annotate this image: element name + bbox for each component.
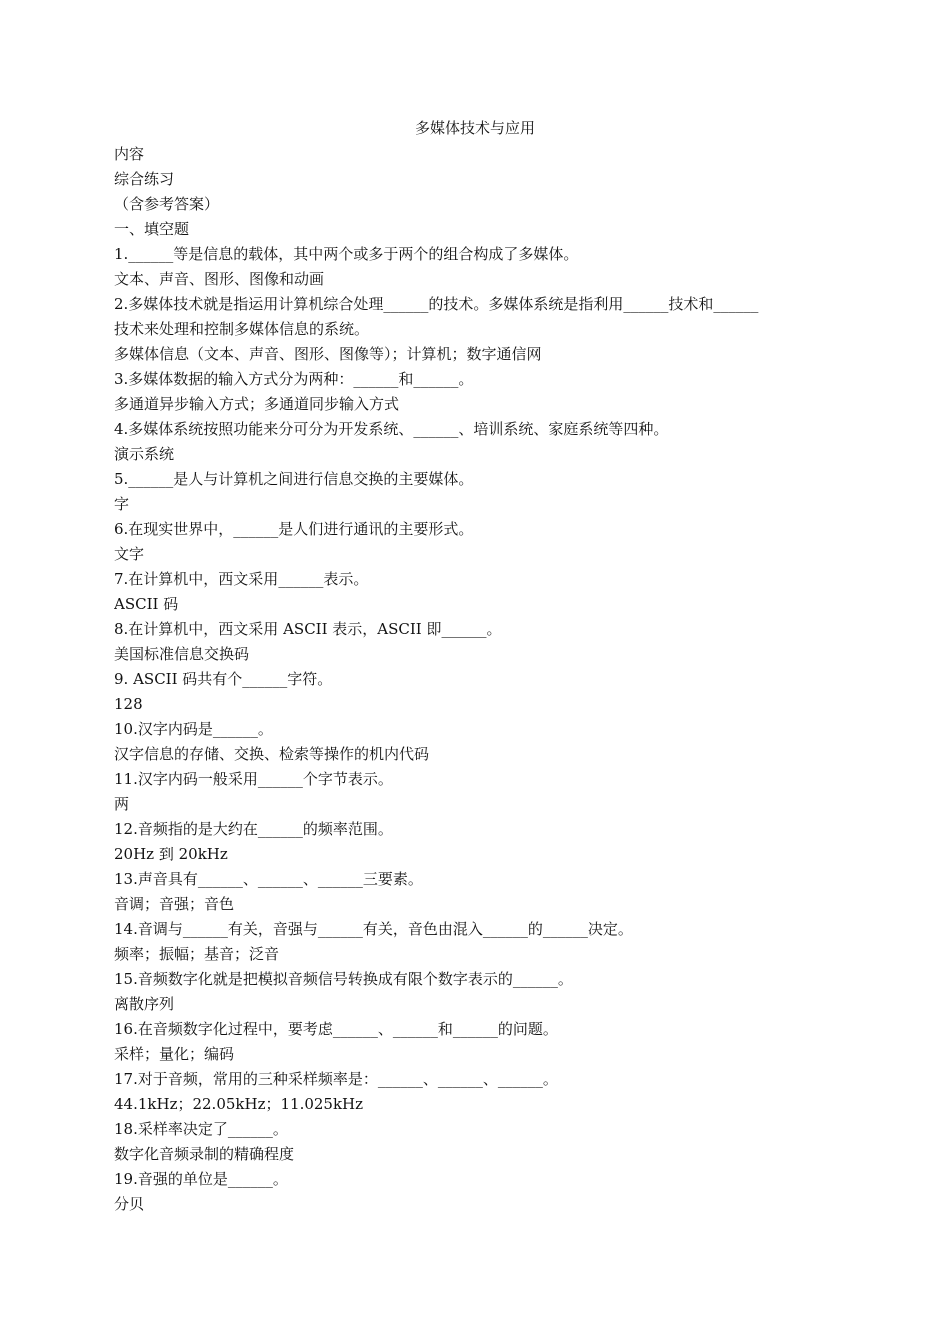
text-line: 演示系统 (114, 445, 175, 463)
text-line: 13.声音具有______、______、______三要素。 (114, 870, 423, 888)
text-line: 内容 (114, 145, 145, 163)
text-line: 多媒体信息（文本、声音、图形、图像等）；计算机；数字通信网 (114, 345, 542, 363)
text-line: 字 (114, 495, 130, 513)
document-body (114, 142, 844, 1217)
text-line: 12.音频指的是大约在______的频率范围。 (114, 820, 393, 838)
text-line: 多通道异步输入方式；多通道同步输入方式 (114, 395, 400, 413)
text-line: 离散序列 (114, 995, 175, 1013)
text-line: 19.音强的单位是______。 (114, 1170, 288, 1188)
text-line: 文本、声音、图形、图像和动画 (114, 270, 325, 288)
text-line: 20Hz 到 20kHz (114, 845, 228, 863)
text-line: 文字 (114, 545, 145, 563)
text-line: 1.______等是信息的载体，其中两个或多于两个的组合构成了多媒体。 (114, 245, 579, 263)
document-title: 多媒体技术与应用 (414, 119, 535, 137)
text-line: 一、填空题 (114, 220, 190, 238)
text-line: 18.采样率决定了______。 (114, 1120, 288, 1138)
text-line: 采样；量化；编码 (114, 1045, 235, 1063)
text-line: 2.多媒体技术就是指运用计算机综合处理______的技术。多媒体系统是指利用______技术和______ (114, 295, 759, 313)
text-line: 128 (114, 695, 143, 713)
text-line: 综合练习 (114, 170, 175, 188)
text-line: 8.在计算机中，西文采用 ASCII 表示，ASCII 即______。 (114, 620, 502, 638)
text-line: 技术来处理和控制多媒体信息的系统。 (114, 320, 370, 338)
text-line: （含参考答案） (114, 195, 220, 213)
text-line: 7.在计算机中，西文采用______表示。 (114, 570, 369, 588)
text-line: 4.多媒体系统按照功能来分可分为开发系统、______、培训系统、家庭系统等四种。 (114, 420, 669, 438)
text-line: ASCII 码 (114, 595, 179, 613)
text-line: 44.1kHz；22.05kHz；11.025kHz (114, 1095, 364, 1113)
text-line: 9. ASCII 码共有个______字符。 (114, 670, 333, 688)
text-line: 数字化音频录制的精确程度 (114, 1145, 295, 1163)
text-line: 美国标准信息交换码 (114, 645, 250, 663)
text-line: 10.汉字内码是______。 (114, 720, 273, 738)
text-line: 频率；振幅；基音；泛音 (114, 945, 280, 963)
text-line: 5.______是人与计算机之间进行信息交换的主要媒体。 (114, 470, 474, 488)
text-line: 15.音频数字化就是把模拟音频信号转换成有限个数字表示的______。 (114, 970, 573, 988)
text-line: 16.在音频数字化过程中，要考虑______、______和______的问题。 (114, 1020, 558, 1038)
text-line: 6.在现实世界中，______是人们进行通讯的主要形式。 (114, 520, 474, 538)
text-line: 汉字信息的存储、交换、检索等操作的机内代码 (114, 745, 430, 763)
text-line: 17.对于音频，常用的三种采样频率是：______、______、______。 (114, 1070, 558, 1088)
text-line: 3.多媒体数据的输入方式分为两种：______和______。 (114, 370, 474, 388)
text-line: 11.汉字内码一般采用______个字节表示。 (114, 770, 393, 788)
text-line: 两 (114, 795, 130, 813)
text-line: 14.音调与______有关，音强与______有关，音色由混入______的______决定。 (114, 920, 633, 938)
text-line: 音调；音强；音色 (114, 895, 235, 913)
text-line: 分贝 (114, 1195, 145, 1213)
